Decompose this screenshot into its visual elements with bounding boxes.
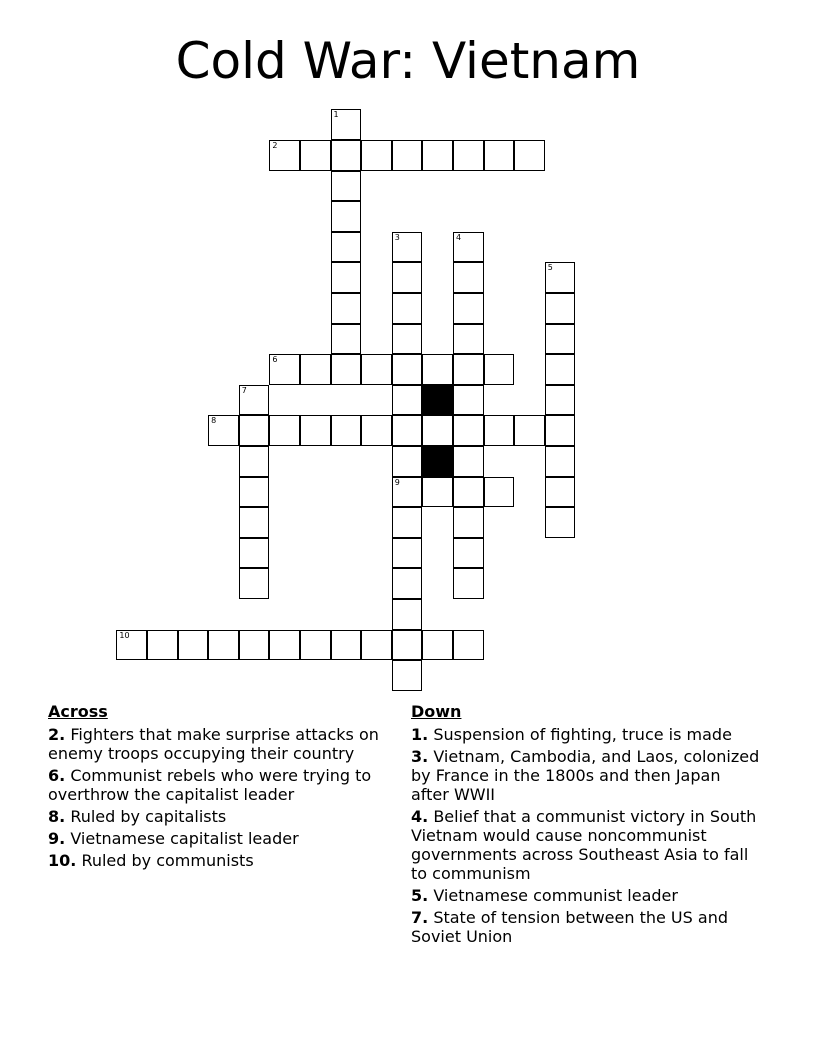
grid-cell[interactable] xyxy=(514,415,545,446)
grid-cell[interactable] xyxy=(453,385,484,416)
grid-cell[interactable] xyxy=(392,140,423,171)
clue-down-4 xyxy=(411,807,761,883)
grid-cell[interactable] xyxy=(392,568,423,599)
grid-cell[interactable] xyxy=(208,630,239,661)
clue-number: 4. xyxy=(411,807,429,826)
grid-cell[interactable] xyxy=(422,354,453,385)
grid-cell[interactable] xyxy=(453,477,484,508)
grid-number: 10 xyxy=(119,630,130,640)
grid-number: 6 xyxy=(272,355,278,365)
grid-cell[interactable] xyxy=(239,385,270,416)
clue-down-5 xyxy=(411,886,761,905)
clue-across-9 xyxy=(48,829,408,848)
grid-cell[interactable] xyxy=(239,477,270,508)
grid-cell[interactable] xyxy=(331,630,362,661)
grid-cell[interactable] xyxy=(392,262,423,293)
clue-number: 9. xyxy=(48,829,66,848)
clue-text: Fighters that make surprise attacks on enemy troops occupying their country xyxy=(48,725,379,763)
grid-cell[interactable] xyxy=(453,415,484,446)
grid-cell[interactable] xyxy=(453,232,484,263)
grid-cell[interactable] xyxy=(239,507,270,538)
grid-cell[interactable] xyxy=(422,477,453,508)
grid-cell[interactable] xyxy=(331,109,362,140)
grid-cell[interactable] xyxy=(239,446,270,477)
clue-text: Vietnam, Cambodia, and Laos, colonized by France in the 1800s and then Japan after WWII xyxy=(411,747,760,804)
grid-cell[interactable] xyxy=(392,660,423,691)
grid-cell[interactable] xyxy=(545,415,576,446)
grid-cell[interactable] xyxy=(422,415,453,446)
grid-number: 1 xyxy=(333,110,339,120)
grid-cell[interactable] xyxy=(331,140,362,171)
grid-cell[interactable] xyxy=(269,140,300,171)
grid-cell[interactable] xyxy=(392,599,423,630)
grid-cell[interactable] xyxy=(545,293,576,324)
grid-cell[interactable] xyxy=(331,262,362,293)
grid-cell[interactable] xyxy=(392,293,423,324)
grid-cell[interactable] xyxy=(392,354,423,385)
clue-number: 10. xyxy=(48,851,77,870)
grid-number: 2 xyxy=(272,140,278,150)
grid-cell[interactable] xyxy=(422,140,453,171)
clue-across-6 xyxy=(48,766,408,804)
clue-number: 1. xyxy=(411,725,429,744)
grid-cell[interactable] xyxy=(545,446,576,477)
grid-cell[interactable] xyxy=(331,354,362,385)
grid-cell[interactable] xyxy=(392,630,423,661)
grid-cell[interactable] xyxy=(545,354,576,385)
clue-down-3 xyxy=(411,747,761,804)
grid-cell[interactable] xyxy=(331,415,362,446)
grid-cell[interactable] xyxy=(208,415,239,446)
down-heading: Down xyxy=(411,702,462,721)
grid-cell[interactable] xyxy=(300,415,331,446)
clue-text: Communist rebels who were trying to overthrow the capitalist leader xyxy=(48,766,372,804)
grid-cell[interactable] xyxy=(453,630,484,661)
grid-cell[interactable] xyxy=(392,415,423,446)
grid-cell[interactable] xyxy=(453,293,484,324)
grid-cell[interactable] xyxy=(392,232,423,263)
grid-number: 5 xyxy=(547,263,553,273)
grid-cell[interactable] xyxy=(392,507,423,538)
clue-number: 6. xyxy=(48,766,66,785)
clue-text: Belief that a communist victory in South Vietnam would cause noncommunist governments across Southeast Asia to fall to communism xyxy=(411,807,757,883)
grid-cell[interactable] xyxy=(361,354,392,385)
grid-cell[interactable] xyxy=(239,568,270,599)
grid-cell[interactable] xyxy=(269,415,300,446)
grid-cell[interactable] xyxy=(453,354,484,385)
grid-cell[interactable] xyxy=(484,477,515,508)
grid-cell[interactable] xyxy=(545,324,576,355)
grid-number: 3 xyxy=(394,232,400,242)
grid-cell[interactable] xyxy=(239,538,270,569)
grid-cell[interactable] xyxy=(361,630,392,661)
grid-cell[interactable] xyxy=(545,477,576,508)
grid-number: 7 xyxy=(241,385,247,395)
grid-cell[interactable] xyxy=(545,507,576,538)
grid-number: 4 xyxy=(455,232,462,242)
down-clues xyxy=(411,702,761,949)
grid-cell[interactable] xyxy=(178,630,209,661)
grid-cell[interactable] xyxy=(300,140,331,171)
grid-cell[interactable] xyxy=(392,385,423,416)
grid-cell[interactable] xyxy=(239,630,270,661)
clue-across-10 xyxy=(48,851,408,870)
grid-number: 9 xyxy=(394,477,400,487)
grid-cell[interactable] xyxy=(269,354,300,385)
clue-number: 8. xyxy=(48,807,66,826)
clue-text: Vietnamese communist leader xyxy=(433,886,678,905)
clue-number: 7. xyxy=(411,908,429,927)
grid-cell[interactable] xyxy=(545,262,576,293)
grid-block-cell xyxy=(422,385,453,416)
grid-cell[interactable] xyxy=(361,140,392,171)
grid-cell[interactable] xyxy=(392,538,423,569)
grid-cell[interactable] xyxy=(545,385,576,416)
clue-text: Ruled by communists xyxy=(81,851,254,870)
grid-cell[interactable] xyxy=(453,446,484,477)
grid-cell[interactable] xyxy=(331,171,362,202)
clue-text: Suspension of fighting, truce is made xyxy=(433,725,732,744)
grid-cell[interactable] xyxy=(147,630,178,661)
across-clues xyxy=(48,702,408,873)
grid-cell[interactable] xyxy=(514,140,545,171)
clue-number: 5. xyxy=(411,886,429,905)
grid-cell[interactable] xyxy=(331,324,362,355)
clue-number: 2. xyxy=(48,725,66,744)
grid-cell[interactable] xyxy=(453,140,484,171)
grid-cell[interactable] xyxy=(422,630,453,661)
puzzle-title: Cold War: Vietnam xyxy=(175,32,641,90)
clue-text: Ruled by capitalists xyxy=(70,807,227,826)
clue-across-8 xyxy=(48,807,408,826)
grid-cell[interactable] xyxy=(484,354,515,385)
grid-cell[interactable] xyxy=(453,538,484,569)
grid-cell[interactable] xyxy=(239,415,270,446)
clue-number: 3. xyxy=(411,747,429,766)
grid-cell[interactable] xyxy=(269,630,300,661)
grid-cell[interactable] xyxy=(453,324,484,355)
clue-down-7 xyxy=(411,908,761,946)
grid-cell[interactable] xyxy=(116,630,147,661)
grid-block-cell xyxy=(422,446,453,477)
grid-cell[interactable] xyxy=(392,324,423,355)
grid-cell[interactable] xyxy=(453,507,484,538)
grid-cell[interactable] xyxy=(392,446,423,477)
across-heading: Across xyxy=(48,702,108,721)
grid-cell[interactable] xyxy=(453,262,484,293)
clue-down-1 xyxy=(411,725,761,744)
clue-across-2 xyxy=(48,725,408,763)
grid-cell[interactable] xyxy=(300,630,331,661)
clue-text: Vietnamese capitalist leader xyxy=(70,829,299,848)
grid-cell[interactable] xyxy=(484,415,515,446)
grid-cell[interactable] xyxy=(453,568,484,599)
grid-cell[interactable] xyxy=(331,201,362,232)
grid-cell[interactable] xyxy=(300,354,331,385)
clue-text: State of tension between the US and Soviet Union xyxy=(411,908,728,946)
grid-number: 8 xyxy=(211,416,217,426)
grid-cell[interactable] xyxy=(331,293,362,324)
grid-cell[interactable] xyxy=(484,140,515,171)
grid-cell[interactable] xyxy=(331,232,362,263)
grid-cell[interactable] xyxy=(361,415,392,446)
grid-cell[interactable] xyxy=(392,477,423,508)
